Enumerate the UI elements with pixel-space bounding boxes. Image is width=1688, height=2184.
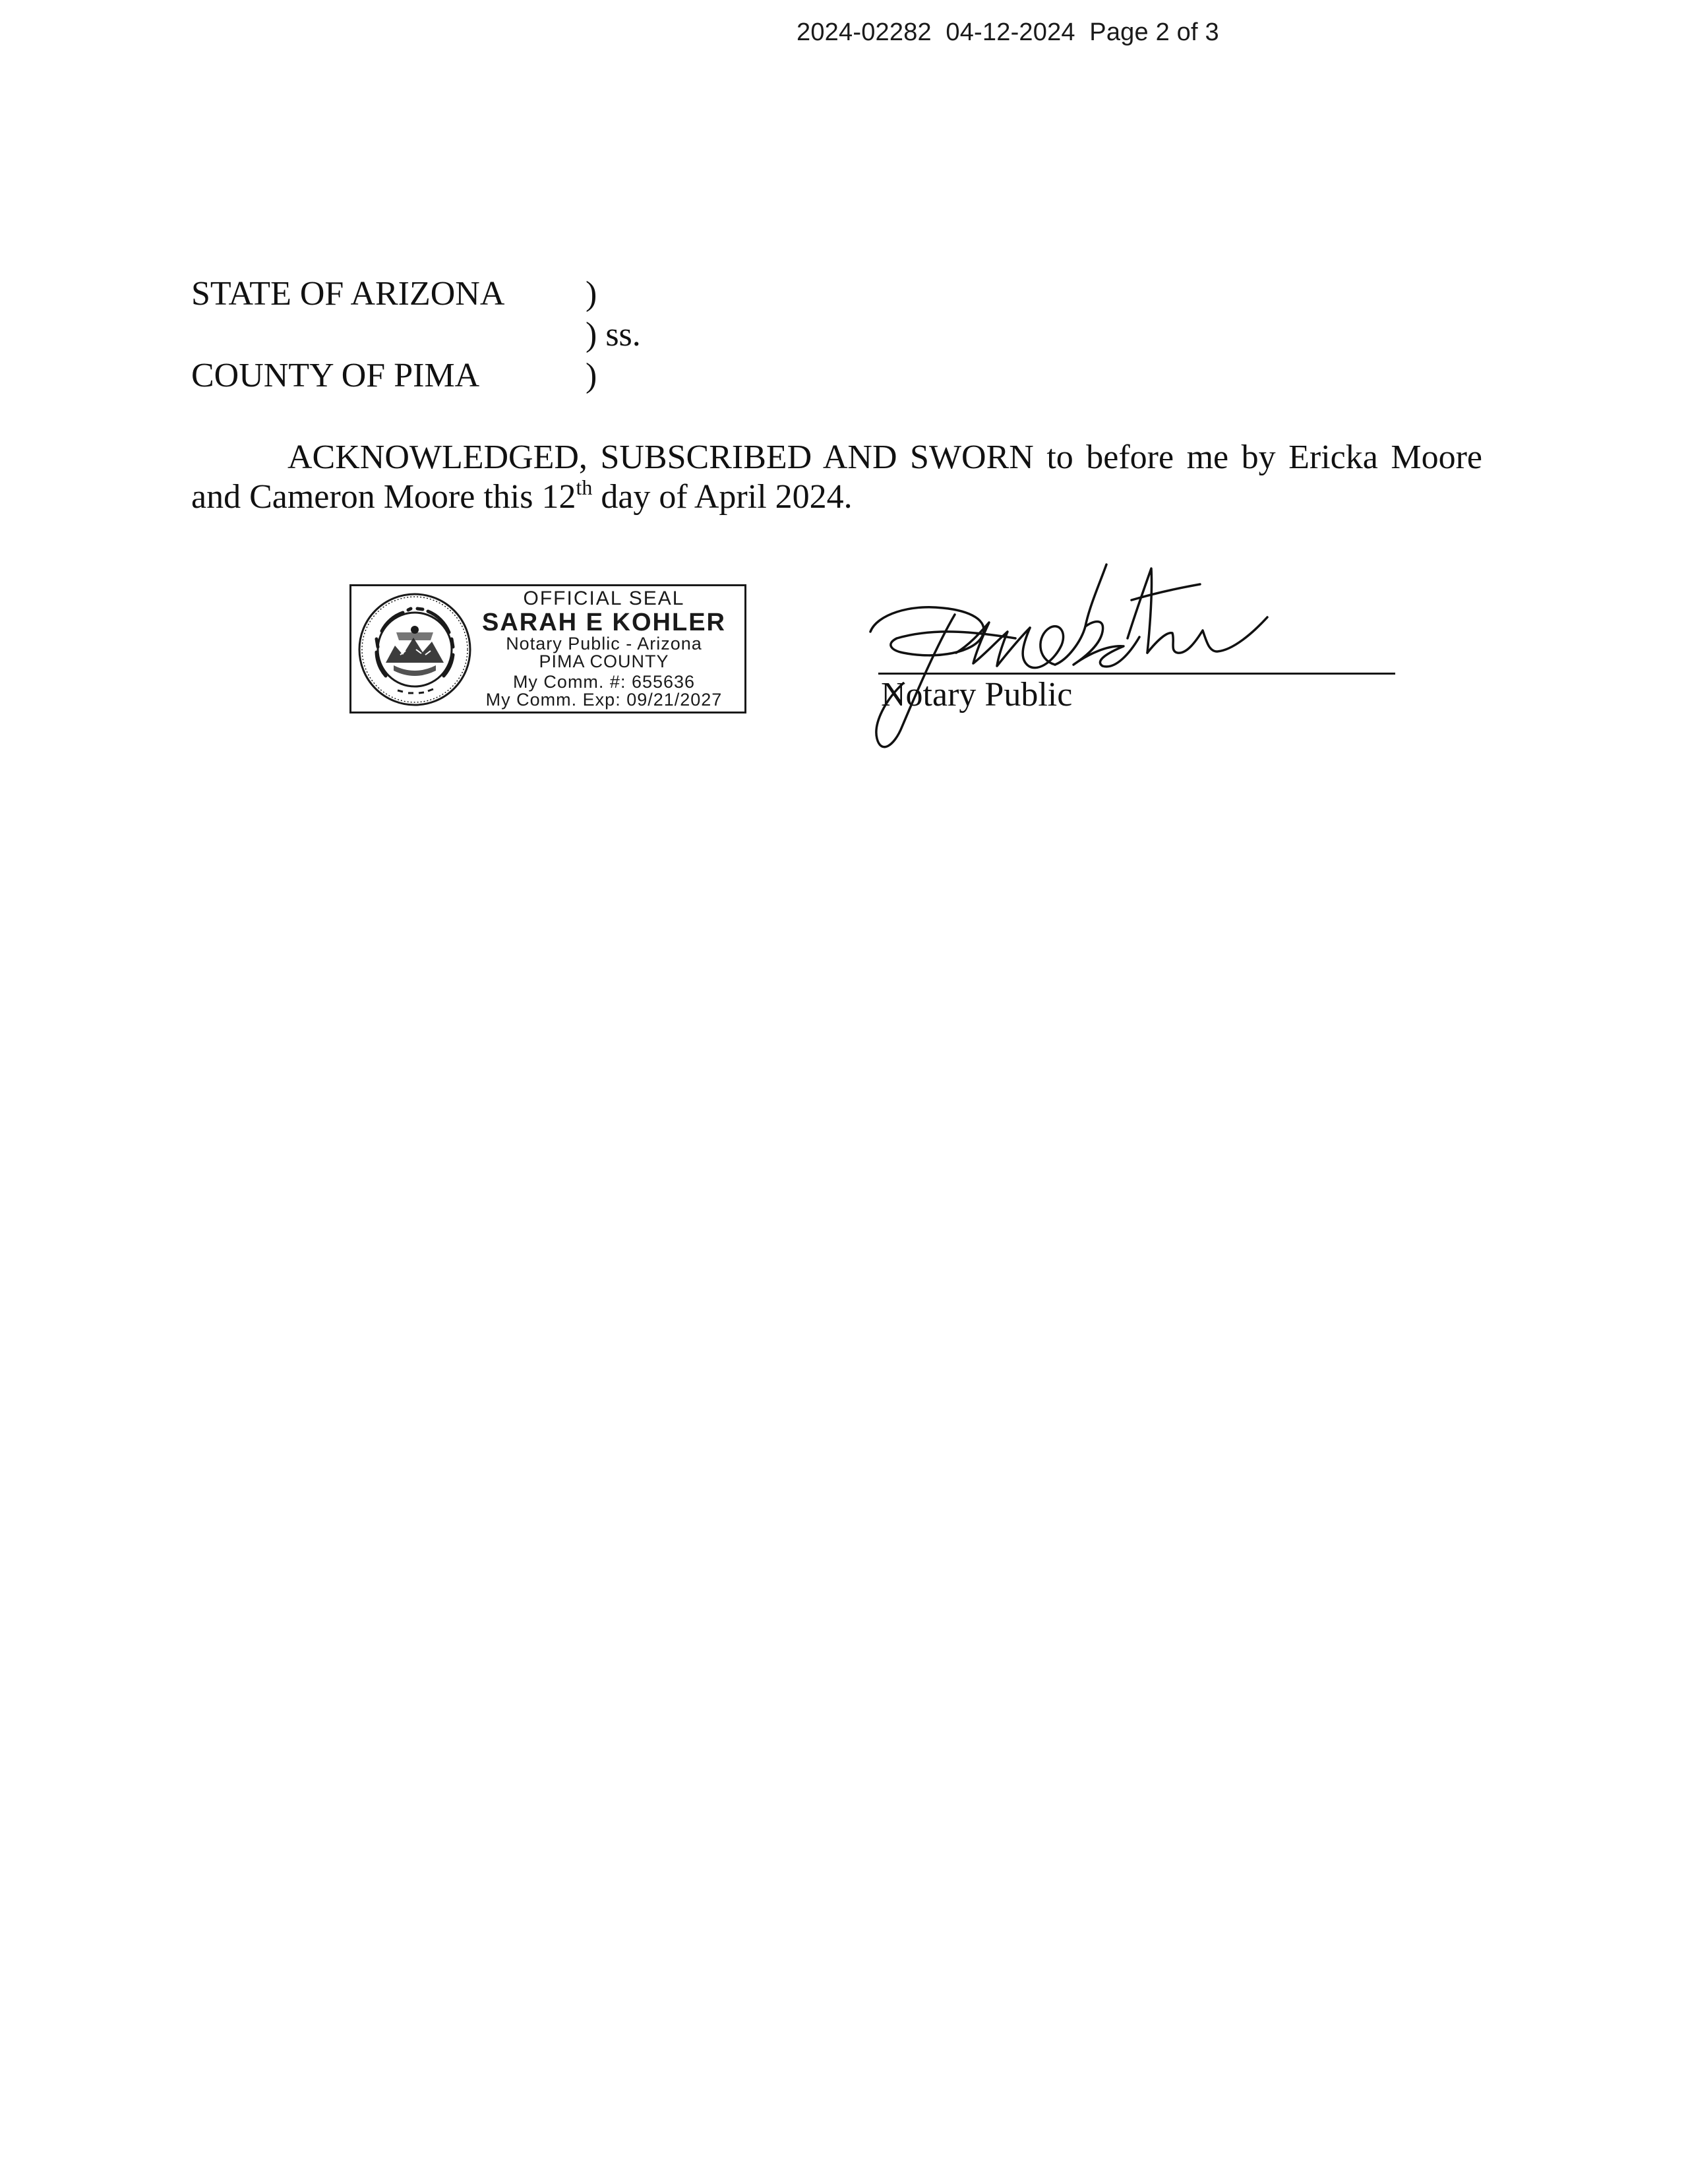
seal-notary-role: Notary Public - Arizona xyxy=(506,634,702,653)
state-seal-emblem-icon xyxy=(357,592,473,708)
venue-paren-bottom: ) xyxy=(586,357,597,394)
venue-paren-ss: ) ss. xyxy=(586,316,641,353)
acknowledgment-text-end: day of April 2024. xyxy=(592,478,853,516)
handwritten-signature xyxy=(857,554,1319,778)
notary-seal-stamp xyxy=(349,584,746,713)
notary-public-label: Notary Public xyxy=(881,676,1073,713)
venue-paren-top: ) xyxy=(586,275,597,313)
recording-number: 2024-02282 xyxy=(797,18,932,46)
ordinal-suffix: th xyxy=(576,475,593,499)
seal-commission-expiry: My Comm. Exp: 09/21/2027 xyxy=(485,690,723,710)
seal-county: PIMA COUNTY xyxy=(539,652,669,671)
venue-state: STATE OF ARIZONA xyxy=(191,275,505,313)
seal-text-block xyxy=(462,589,746,709)
recording-header xyxy=(797,18,1219,47)
venue-county: COUNTY OF PIMA xyxy=(191,357,480,394)
recording-date: 04-12-2024 xyxy=(946,18,1075,46)
acknowledgment-paragraph xyxy=(191,438,1482,517)
seal-title: OFFICIAL SEAL xyxy=(523,588,685,609)
seal-commission-number: My Comm. #: 655636 xyxy=(512,672,696,692)
seal-notary-name: SARAH E KOHLER xyxy=(481,609,727,636)
acknowledgment-text: ACKNOWLEDGED, SUBSCRIBED AND SWORN to before me by Ericka Moore and Cameron Moore this 12 xyxy=(191,439,1482,516)
page-label: Page 2 of 3 xyxy=(1089,18,1219,46)
